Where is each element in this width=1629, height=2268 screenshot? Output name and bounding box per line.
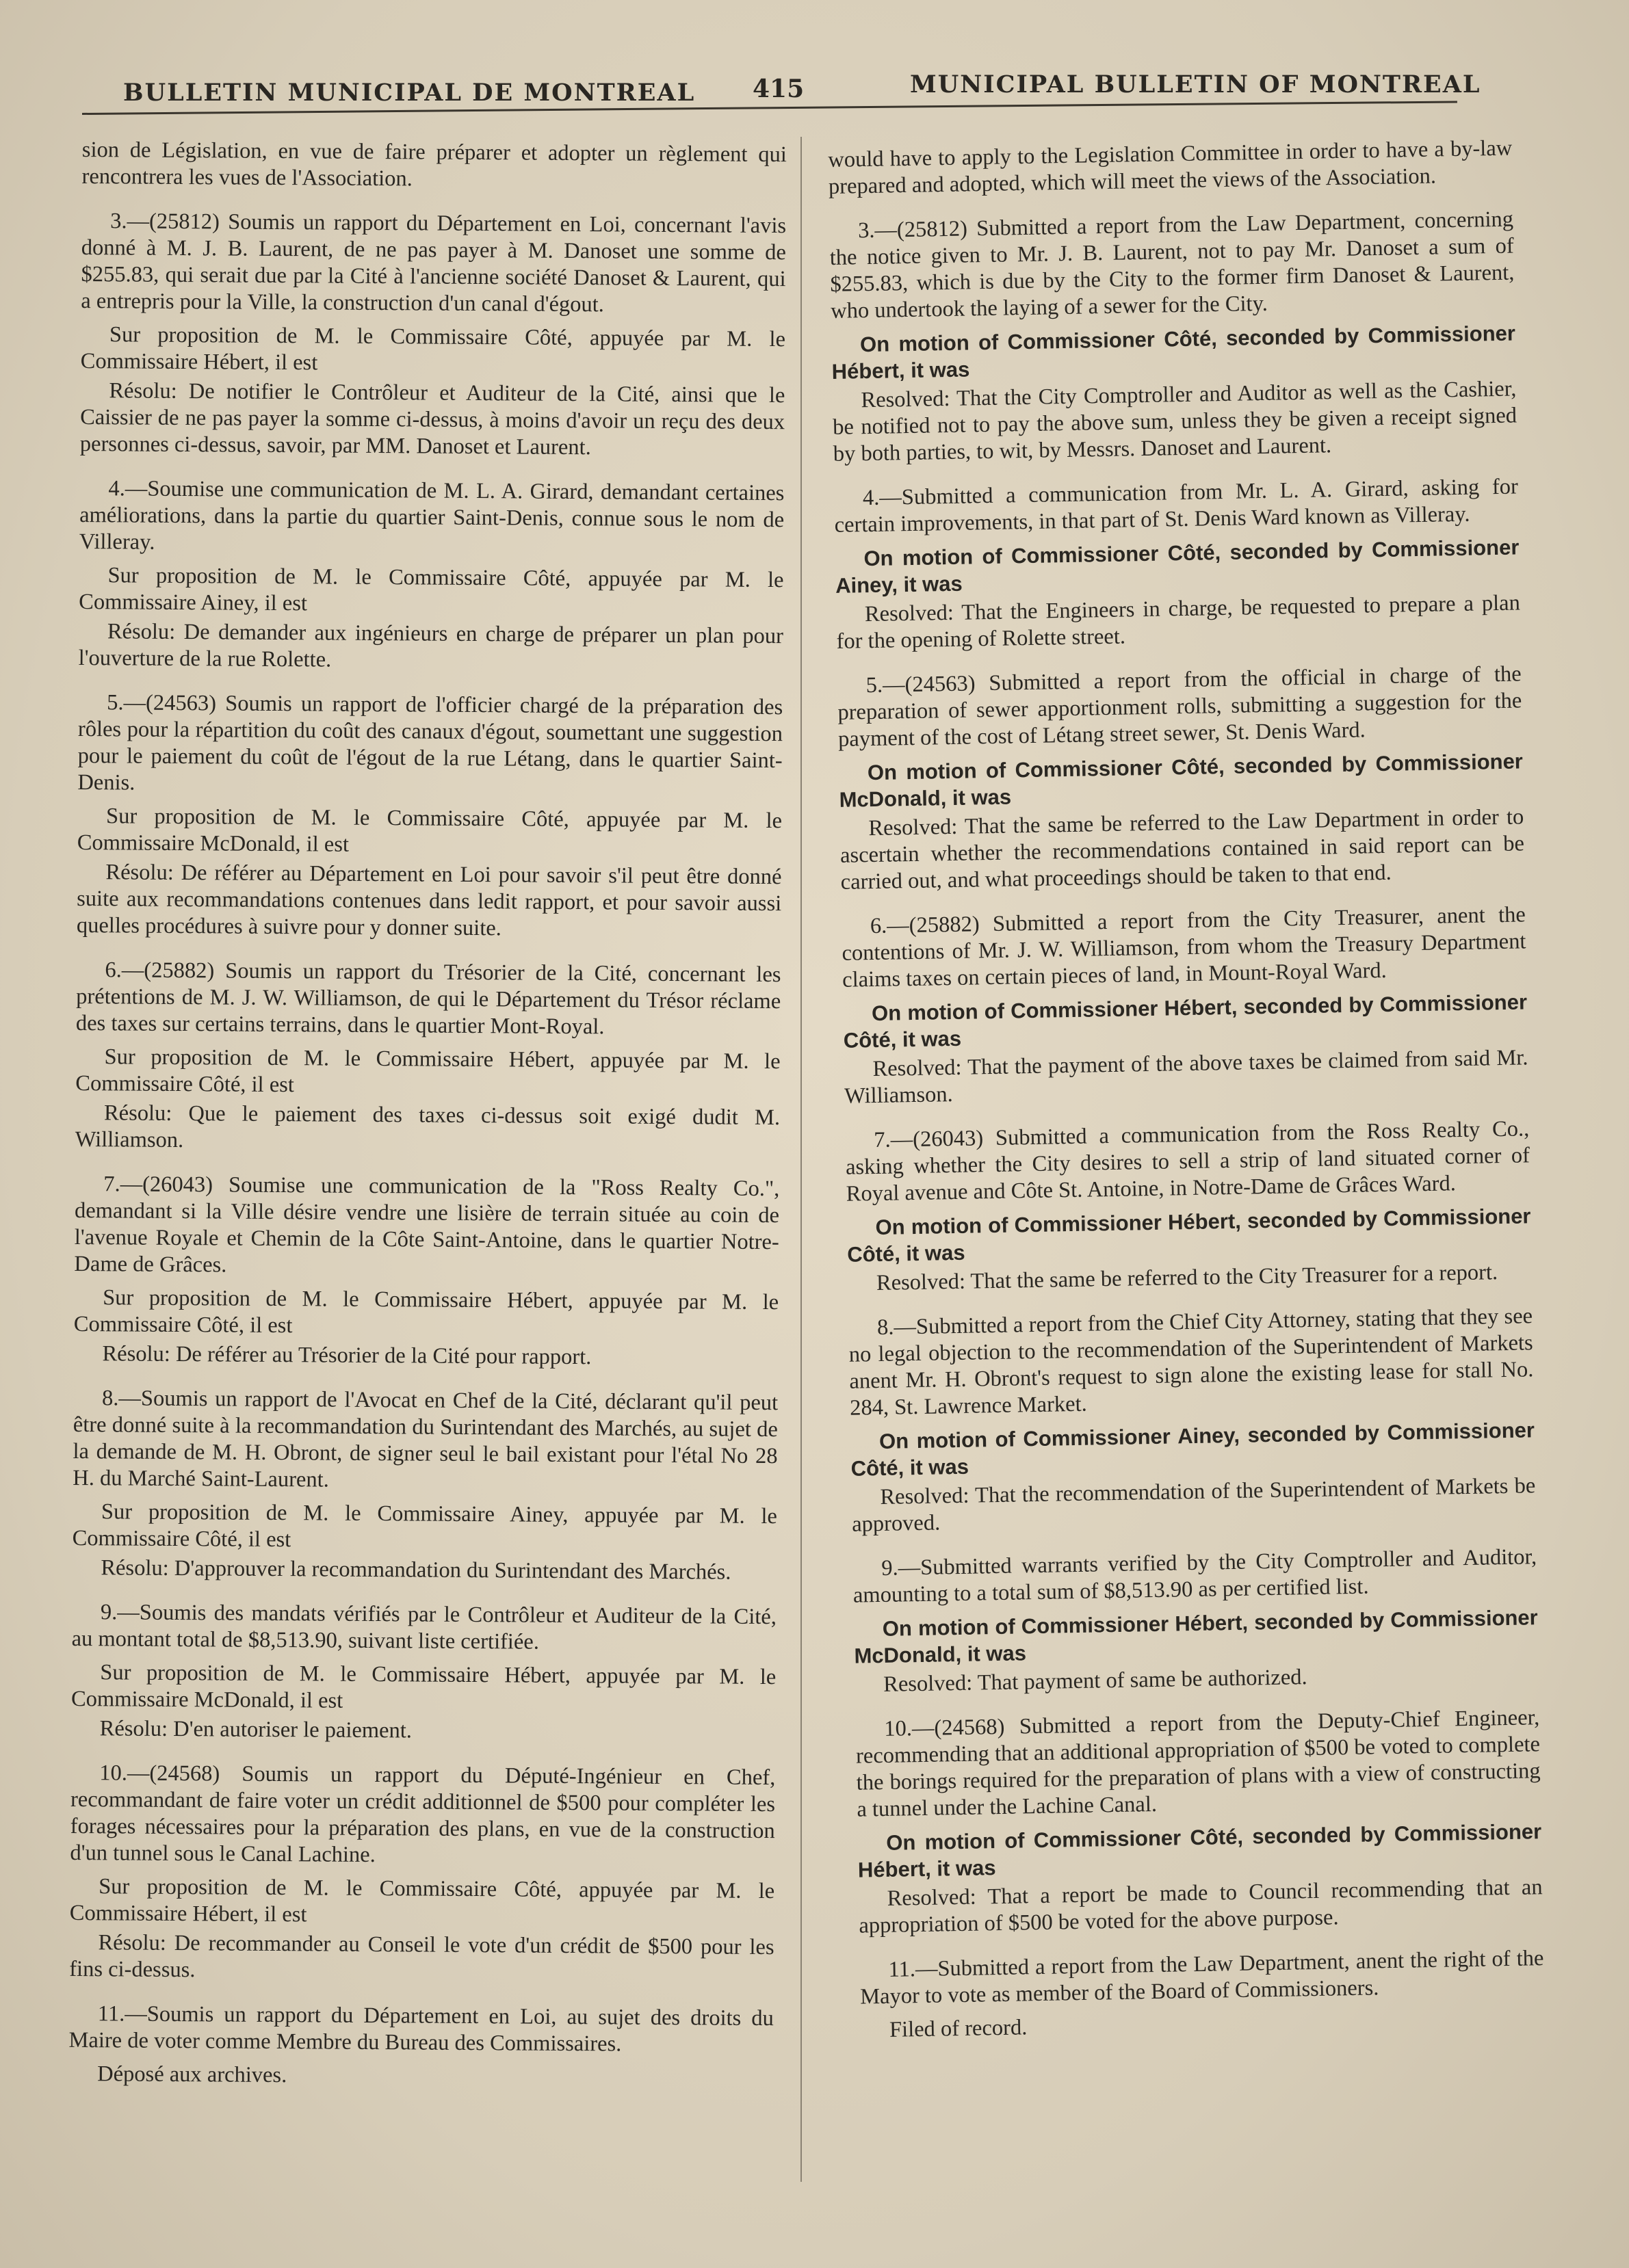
resolution: Résolu: De demander aux ingénieurs en charge de préparer un plan pour l'ouverture de la rue Rolette. [78,619,784,672]
motion: On motion of Commissioner Côté, seconded by Commissioner Hébert, it was [857,1819,1542,1882]
paragraph: 5.—(24563) Soumis un rapport de l'officier chargé de la préparation des rôles pour la répartition du coût des canaux d'égout, soumettant une suggestion pour le paiement du coût de l'égout de la rue Létang, dans le quartier Saint-Denis. [77,690,783,795]
motion: On motion of Commissioner Ainey, seconded by Commissioner Côté, it was [850,1418,1535,1481]
header-right-title: MUNICIPAL BULLETIN OF MONTREAL [910,70,1481,98]
resolution: Resolved: That the recommendation of the Superintendent of Markets be approved. [851,1473,1536,1537]
motion: On motion of Commissioner Hébert, seconded by Commissioner Côté, it was [843,990,1528,1053]
motion: Sur proposition de M. le Commissaire Hébert, appuyée par M. le Commissaire Côté, il est [73,1285,779,1339]
motion: Sur proposition de M. le Commissaire Côté, appuyée par M. le Commissaire Hébert, il est [69,1874,775,1927]
paragraph: 7.—(26043) Submitted a communication from the Ross Realty Co., asking whether the City desires to sell a strip of land situated corner of Royal avenue and Côte St. Antoine, in Notre-Dame de Grâces Ward. [845,1116,1530,1206]
page-number: 415 [753,75,805,103]
motion: Sur proposition de M. le Commissaire Côté, appuyée par M. le Commissaire McDonald, il est [77,804,783,857]
motion: On motion of Commissioner Côté, seconded by Commissioner Ainey, it was [835,535,1520,598]
resolution: Resolved: That the payment of the above taxes be claimed from said Mr. Williamson. [844,1045,1528,1109]
paragraph: 10.—(24568) Soumis un rapport du Député-Ingénieur en Chef, recommandant de faire voter un crédit additionnel de $500 pour compléter les forages nécessaires pour la préparation des plans, en vue de la construction d'un tunnel sous le Canal Lachine. [70,1761,776,1868]
motion: On motion of Commissioner Côté, seconded by Commissioner McDonald, it was [839,749,1524,812]
resolution: Resolved: That payment of same be authorized. [883,1665,1307,1697]
paragraph: 6.—(25882) Submitted a report from the City Treasurer, anent the contentions of Mr. J. W. Williamson, from whom the Treasury Department claims taxes on certain pieces of land, in Mount-Royal Ward. [842,902,1526,992]
paragraph: sion de Législation, en vue de faire préparer et adopter un règlement qui rencontrera les vues de l'Association. [81,137,787,192]
resolution: Resolved: That a report be made to Council recommending that an appropriation of $500 be voted for the above purpose. [859,1875,1543,1938]
resolution: Resolved: That the City Comptroller and Auditor as well as the Cashier, be notified not to pay the above sum, unless they be given a receipt signed by both parties, to wit, by Messrs. Danoset and Laurent. [832,376,1517,466]
paragraph: 8.—Submitted a report from the Chief City Attorney, stating that they see no legal objection to the recommendation of the Superintendent of Markets anent Mr. H. Obront's request to sign alone the existing lease for stall No. 284, St. Lawrence Market. [848,1304,1534,1421]
resolution: Filed of record. [889,2015,1028,2042]
resolution: Resolved: That the same be referred to the Law Department in order to ascertain whether the recommendations contained in said report can be carried out, and what proceedings should be taken to that end. [839,804,1525,895]
paragraph: 5.—(24563) Submitted a report from the official in charge of the preparation of sewer apportionment rolls, submitting a suggestion for the payment of the cost of Létang street sewer, St. Denis Ward. [837,661,1522,752]
resolution: Déposé aux archives. [97,2061,287,2088]
motion: Sur proposition de M. le Commissaire Côté, appuyée par M. le Commissaire Ainey, il est [79,563,784,616]
motion: Sur proposition de M. le Commissaire Hébert, appuyée par M. le Commissaire McDonald, il est [70,1660,777,1713]
motion: On motion of Commissioner Hébert, seconded by Commissioner McDonald, it was [854,1605,1538,1668]
paragraph: 11.—Submitted a report from the Law Department, anent the right of the Mayor to vote as member of the Board of Commissioners. [859,1946,1544,2009]
paragraph: 9.—Submitted warrants verified by the City Comptroller and Auditor, amounting to a total sum of $8,513.90 as per certified list. [852,1544,1537,1608]
paragraph: 3.—(25812) Submitted a report from the Law Department, concerning the notice given to Mr. J. B. Laurent, not to pay Mr. Danoset a sum of $255.83, which is due by the City to the former firm Danoset & Laurent, who undertook the laying of a sewer for the City. [829,207,1515,324]
motion: Sur proposition de M. le Commissaire Ainey, appuyée par M. le Commissaire Côté, il est [72,1499,778,1553]
resolution: Resolved: That the Engineers in charge, be requested to prepare a plan for the opening of Rolette street. [836,590,1521,654]
paragraph: 8.—Soumis un rapport de l'Avocat en Chef de la Cité, déclarant qu'il peut être donné suite à la recommandation du Surintendant des Marchés, au sujet de la demande de M. H. Obront, de signer seul le bail existant pour l'étal No 28 H. du Marché Saint-Laurent. [73,1386,779,1492]
resolution: Résolu: Que le paiement des taxes ci-dessus soit exigé dudit M. Williamson. [75,1100,781,1153]
resolution: Résolu: D'en autoriser le paiement. [99,1716,413,1743]
resolution: Resolved: That the same be referred to the City Treasurer for a report. [876,1260,1498,1296]
paragraph: 6.—(25882) Soumis un rapport du Trésorier de la Cité, concernant les prétentions de M. J. W. Williamson, de qui le Département du Trésor réclame des taxes sur certains terrains, dans le quartier Mont-Royal. [75,958,781,1040]
resolution: Résolu: De notifier le Contrôleur et Auditeur de la Cité, ainsi que le Caissier de ne pas payer la somme ci-dessus, à moins d'avoir un reçu des deux personnes ci-dessus, savoir, par MM. Danoset et Laurent. [79,378,785,460]
resolution: Résolu: De recommander au Conseil le vote d'un crédit de $500 pour les fins ci-dessus. [69,1930,774,1983]
motion: On motion of Commissioner Côté, seconded by Commissioner Hébert, it was [831,321,1516,384]
motion: Sur proposition de M. le Commissaire Hébert, appuyée par M. le Commissaire Côté, il est [75,1044,781,1098]
french-column [68,137,787,2099]
motion: Sur proposition de M. le Commissaire Côté, appuyée par M. le Commissaire Hébert, il est [80,322,786,375]
paragraph: would have to apply to the Legislation Committee in order to have a by-law prepared and adopted, which will meet the views of the Association. [828,135,1513,199]
paragraph: 9.—Soumis des mandats vérifiés par le Contrôleur et Auditeur de la Cité, au montant total de $8,513.90, suivant liste certifiée. [71,1600,777,1654]
resolution: Résolu: D'approuver la recommandation du Surintendant des Marchés. [101,1555,731,1585]
paragraph: 3.—(25812) Soumis un rapport du Département en Loi, concernant l'avis donné à M. J. B. Laurent, de ne pas payer à M. Danoset une somme de $255.83, qui serait due par la Cité à l'ancienne société Danoset & Laurent, qui a entrepris pour la Ville, la construction d'un canal d'égout. [81,209,787,317]
paragraph: 11.—Soumis un rapport du Département en Loi, au sujet des droits du Maire de voter comme Membre du Bureau des Commissaires. [68,2001,774,2057]
paragraph: 10.—(24568) Submitted a report from the Deputy-Chief Engineer, recommending that an additional appropriation of $500 be voted to complete the borings required for the preparation of plans with a view of constructing a tunnel under the Lachine Canal. [855,1705,1541,1822]
resolution: Résolu: De référer au Département en Loi pour savoir s'il peut être donné suite aux recommandations contenues dans ledit rapport, et pour savoir aussi quelles procédures à suivre pour y donner suite. [76,860,782,941]
header-left-title: BULLETIN MUNICIPAL DE MONTREAL [123,79,696,107]
resolution: Résolu: De référer au Trésorier de la Cité pour rapport. [102,1341,592,1370]
motion: On motion of Commissioner Hébert, seconded by Commissioner Côté, it was [846,1204,1531,1267]
paragraph: 4.—Submitted a communication from Mr. L. A. Girard, asking for certain improvements, in that part of St. Denis Ward known as Villeray. [834,474,1519,538]
paragraph: 4.—Soumise une communication de M. L. A. Girard, demandant certaines améliorations, dans la partie du quartier Saint-Denis, connue sous le nom de Villeray. [79,476,785,555]
english-column [828,135,1545,2051]
column-divider [800,137,802,2182]
paragraph: 7.—(26043) Soumise une communication de la "Ross Realty Co.", demandant si la Ville désire vendre une lisière de terrain située au coin de l'avenue Royale et Chemin de la Côte Saint-Antoine, dans le quartier Notre-Dame de Grâces. [74,1172,780,1278]
